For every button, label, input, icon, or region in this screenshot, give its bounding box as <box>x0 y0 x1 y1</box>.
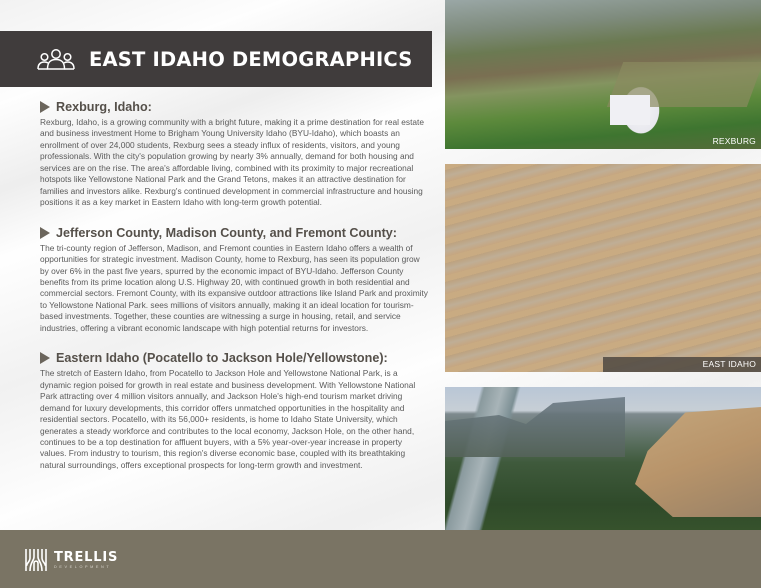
footer-bar-right <box>445 555 761 588</box>
section-body: The stretch of Eastern Idaho, from Pocatello to Jackson Hole and Yellowstone National Park, is a dynamic region poised for growth in real estate and business development. With Yellowstone National Park attracting over 4 million visitors annually, and Jackson Hole's high-end tourism market driving demand for luxury developments, this corridor offers unmatched opportunities in the hospitality and residential sectors. Pocatello, with its 56,000+ residents, is home to Idaho State University, which generates a steady workforce and contributes to the local economy, Jackson Hole, on the other hand, continues to be a top destination for affluent buyers, with a 5% year-over-year increase in property values. From industry to tourism, this region's diverse economic base, coupled with its breathtaking natural surroundings, offers exceptional prospects for long-term growth and investment. <box>40 368 416 470</box>
section-rexburg <box>40 100 430 209</box>
section-heading-text: Rexburg, Idaho: <box>56 100 152 114</box>
section-body: Rexburg, Idaho, is a growing community with a bright future, making it a prime destination for real estate and business investment Home to Brigham Young University Idaho (BYU-Idaho), which boasts an enrollment of over 24,000 students, Rexburg sees a steady influx of residents, visitors, and young professionals. With the city's population growing by nearly 3% annually, demand for both housing and services are on the rise. The area's affordable living, combined with its proximity to major recreational hotspots like Yellowstone National Park and the Grand Tetons, makes it an attractive destination for families and investors alike. Rexburg's continued development in commercial infrastructure and housing positions it as a key market in Eastern Idaho with long-term growth potential. <box>40 117 424 208</box>
photo-caption: EAST IDAHO <box>603 357 761 372</box>
section-tri-county <box>40 226 430 335</box>
section-eastern-idaho <box>40 351 430 471</box>
section-body: The tri-county region of Jefferson, Madison, and Fremont counties in Eastern Idaho offers a wealth of opportunities for strategic investment. Madison County, home to Rexburg, has seen its population grow by over 6% in the past five years, spurred by the economic impact of BYU-Idaho. Jefferson County benefits from its prime location along U.S. Highway 20, with continued growth in both residential and commercial sectors. Fremont County, with its expansive outdoor attractions like Island Park and proximity to Yellowstone National Park. sees millions of visitors annually, making it an ideal location for tourism-based investments. Together, these counties are witnessing a surge in housing, retail, and service industries, offering a vibrant economic landscape with high potential returns for investors. <box>40 242 428 333</box>
section-heading <box>40 100 430 114</box>
photo-caption: REXBURG <box>712 136 756 146</box>
trellis-logo-icon <box>24 548 48 572</box>
section-heading <box>40 351 430 365</box>
logo-name: TRELLIS <box>54 549 119 565</box>
page-title: EAST IDAHO DEMOGRAPHICS <box>89 47 413 71</box>
logo-text <box>54 551 118 570</box>
triangle-bullet-icon <box>40 227 50 239</box>
page-header-bar <box>0 31 432 87</box>
logo-subtitle: DEVELOPMENT <box>54 564 112 569</box>
people-group-icon <box>37 48 75 70</box>
photo-east-idaho <box>445 164 761 372</box>
triangle-bullet-icon <box>40 101 50 113</box>
section-heading <box>40 226 430 240</box>
section-heading-text: Jefferson County, Madison County, and Fremont County: <box>56 225 397 240</box>
section-heading-text: Eastern Idaho (Pocatello to Jackson Hole/Yellowstone): <box>56 351 388 366</box>
photo-rexburg <box>445 0 761 149</box>
triangle-bullet-icon <box>40 352 50 364</box>
trellis-logo <box>24 548 118 572</box>
content-column <box>40 100 430 483</box>
